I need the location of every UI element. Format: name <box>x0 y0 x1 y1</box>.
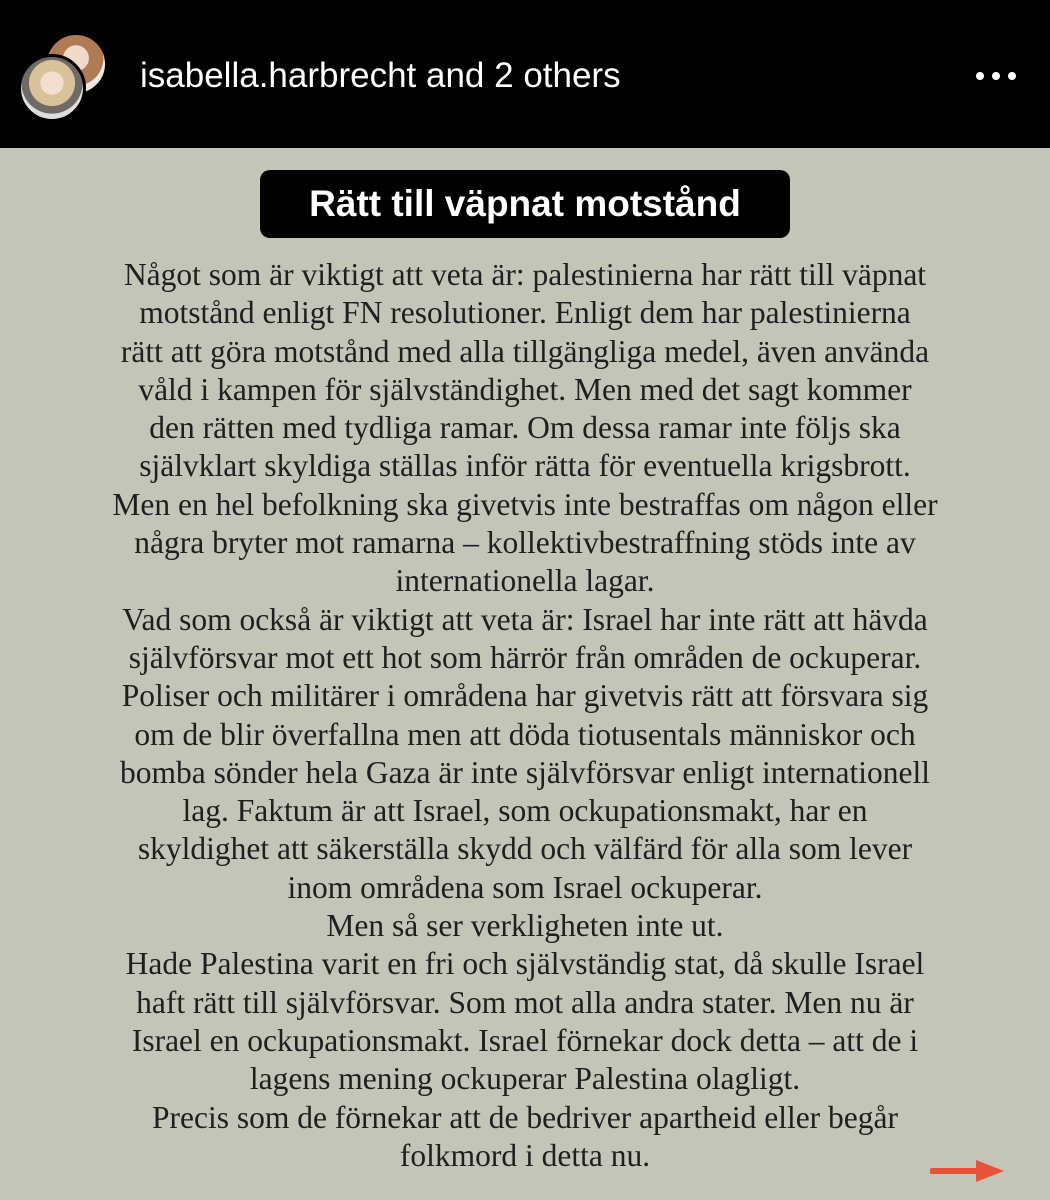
more-horizontal-icon <box>1008 72 1016 80</box>
arrow-right-icon[interactable] <box>930 1158 1006 1184</box>
more-options-button[interactable] <box>966 56 1026 96</box>
story-text-line: skyldighet att säkerställa skydd och välfärd för alla som lever <box>137 831 913 867</box>
story-text-line: lag. Faktum är att Israel, som ockupationsmakt, har en <box>182 793 868 829</box>
story-text-line: Hade Palestina varit en fri och självständig stat, då skulle Israel <box>125 946 925 982</box>
story-text-line: inom områdena som Israel ockuperar. <box>287 869 763 905</box>
story-header <box>0 0 1050 148</box>
story-text-line: internationella lagar. <box>395 563 655 599</box>
story-text-line: Men så ser verkligheten inte ut. <box>326 908 724 944</box>
avatar-primary <box>18 54 86 122</box>
story-body-text <box>50 256 1000 1175</box>
story-text-line: självförsvar mot ett hot som härrör från områden de ockuperar. <box>128 639 922 675</box>
story-text-line: motstånd enligt FN resolutioner. Enligt dem har palestinierna <box>139 295 911 331</box>
story-text-line: Något som är viktigt att veta är: palestinierna har rätt till väpnat <box>123 257 927 292</box>
story-text-line: självklart skyldiga ställas inför rätta för eventuella krigsbrott. <box>139 448 911 484</box>
more-horizontal-icon <box>992 72 1000 80</box>
story-text-line: om de blir överfallna men att döda tiotusentals människor och <box>134 716 916 752</box>
story-text-line: haft rätt till självförsvar. Som mot alla andra stater. Men nu är <box>136 984 914 1020</box>
story-text-line: folkmord i detta nu. <box>399 1137 651 1173</box>
story-text-line: Vad som också är viktigt att veta är: Israel har inte rätt att hävda <box>122 601 928 637</box>
story-text-line: Precis som de förnekar att de bedriver apartheid eller begår <box>151 1099 899 1135</box>
story-text-line: den rätten med tydliga ramar. Om dessa ramar inte följs ska <box>149 410 901 446</box>
story-text-line: några bryter mot ramarna – kollektivbestraffning stöds inte av <box>134 525 916 561</box>
story-text-line: våld i kampen för självständighet. Men med det sagt kommer <box>138 371 912 407</box>
username[interactable]: isabella.harbrecht <box>140 56 417 95</box>
story-text-line: rätt att göra motstånd med alla tillgängliga medel, även använda <box>120 333 930 369</box>
story-text-line: bomba sönder hela Gaza är inte självförsvar enligt internationell <box>120 754 930 790</box>
story-content[interactable] <box>0 148 1050 1200</box>
collaborators-label: and 2 others <box>416 56 621 95</box>
collab-avatars[interactable] <box>18 32 108 122</box>
story-text-line: lagens mening ockuperar Palestina olagligt. <box>249 1061 801 1097</box>
story-text-line: Poliser och militärer i områdena har givetvis rätt att försvara sig <box>121 678 929 714</box>
story-text-line: Men en hel befolkning ska givetvis inte bestraffas om någon eller <box>112 486 938 522</box>
story-author[interactable] <box>140 52 621 100</box>
story-text-line: Israel en ockupationsmakt. Israel förnekar dock detta – att de i <box>131 1022 919 1058</box>
more-horizontal-icon <box>976 72 984 80</box>
story-heading: Rätt till väpnat motstånd <box>260 170 790 238</box>
